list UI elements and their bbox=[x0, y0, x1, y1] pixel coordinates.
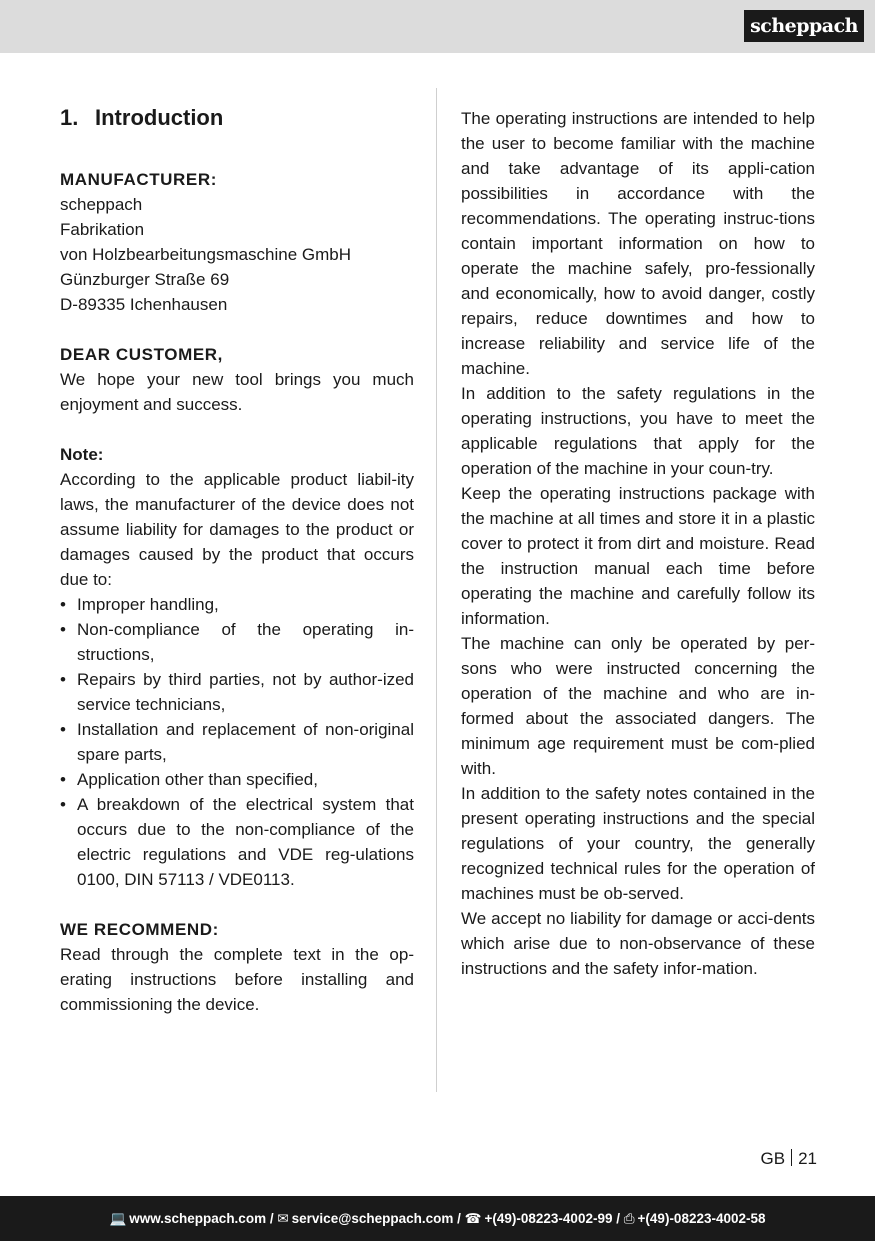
customer-label: DEAR CUSTOMER, bbox=[60, 345, 223, 364]
bullet-icon: • bbox=[60, 595, 66, 614]
footer-email[interactable]: service@scheppach.com bbox=[291, 1211, 454, 1226]
phone-icon: ☎ bbox=[464, 1211, 482, 1226]
page-number-value: 21 bbox=[798, 1149, 817, 1168]
computer-icon: 💻 bbox=[109, 1211, 127, 1226]
paragraph: Keep the operating instructions package with the machine at all times and store it in a plastic cover to protect it from dirt and moisture. Read the instruction manual each time before operating the machine and carefully follow its information. bbox=[461, 484, 815, 628]
bullet-icon: • bbox=[60, 670, 66, 689]
section-heading bbox=[60, 105, 414, 130]
customer-text: We hope your new tool brings you much enjoyment and success. bbox=[60, 370, 414, 414]
language-code: GB bbox=[760, 1149, 786, 1168]
email-icon: ✉ bbox=[277, 1211, 289, 1226]
manufacturer-line: D-89335 Ichenhausen bbox=[60, 295, 228, 314]
manufacturer-line: von Holzbearbeitungsmaschine GmbH bbox=[60, 245, 352, 264]
header-bar bbox=[0, 0, 875, 53]
bullet-icon: • bbox=[60, 620, 66, 639]
page-number bbox=[761, 1148, 817, 1170]
section-number: 1. bbox=[60, 105, 79, 130]
liability-exclusions-list bbox=[60, 592, 414, 892]
bullet-icon: • bbox=[60, 720, 66, 739]
note-label: Note: bbox=[60, 445, 104, 464]
section-title: Introduction bbox=[95, 105, 224, 130]
footer-phone: +(49)-08223-4002-99 bbox=[484, 1211, 613, 1226]
paragraph: The operating instructions are intended to help the user to become familiar with the machine and take advantage of its appli-cation possibilities in accordance with the recommendations. The operating instruc-tions contain important information on how to operate the machine safely, pro-fessionally and economically, how to avoid danger, costly repairs, reduce downtimes and how to increase reliability and service life of the machine. bbox=[461, 109, 815, 378]
footer-website[interactable]: www.scheppach.com bbox=[129, 1211, 267, 1226]
list-item: • Improper handling, bbox=[60, 592, 414, 617]
recommend-text: Read through the complete text in the op-erating instructions before installing and commissioning the device. bbox=[60, 945, 414, 1014]
manufacturer-label: MANUFACTURER: bbox=[60, 170, 218, 189]
manufacturer-line: Fabrikation bbox=[60, 220, 145, 239]
list-item: • Non-compliance of the operating in-structions, bbox=[60, 617, 414, 667]
paragraph: In addition to the safety regulations in the operating instructions, you have to meet the applicable regulations that apply for the operation of the machine in your coun-try. bbox=[461, 384, 815, 478]
scheppach-logo: scheppach bbox=[744, 10, 864, 42]
list-item: • Application other than specified, bbox=[60, 767, 414, 792]
left-column bbox=[60, 105, 414, 1017]
footer-bar: 💻 www.scheppach.com / ✉ service@scheppach.com / ☎ +(49)-08223-4002-99 / ⎙ +(49)-08223-4002-58 bbox=[0, 1196, 875, 1241]
paragraph: We accept no liability for damage or acci-dents which arise due to non-observance of these instructions and the safety infor-mation. bbox=[461, 909, 815, 978]
paragraph: The machine can only be operated by per-sons who were instructed concerning the operation of the machine and who are in-formed about the associated dangers. The minimum age requirement must be com-plied with. bbox=[461, 634, 815, 778]
note-text: According to the applicable product liabil-ity laws, the manufacturer of the device does not assume liability for damages to the product or damages caused by the product that occurs due to: bbox=[60, 470, 414, 589]
manufacturer-line: scheppach bbox=[60, 195, 143, 214]
footer-fax: +(49)-08223-4002-58 bbox=[637, 1211, 766, 1226]
bullet-icon: • bbox=[60, 795, 66, 814]
list-item: • A breakdown of the electrical system that occurs due to the non-compliance of the electric regulations and VDE reg-ulations 0100, DIN 57113 / VDE0113. bbox=[60, 792, 414, 892]
page-separator bbox=[791, 1149, 792, 1166]
bullet-icon: • bbox=[60, 770, 66, 789]
list-item: • Repairs by third parties, not by author-ized service technicians, bbox=[60, 667, 414, 717]
fax-icon: ⎙ bbox=[623, 1211, 635, 1226]
manufacturer-line: Günzburger Straße 69 bbox=[60, 270, 230, 289]
right-column bbox=[461, 106, 815, 981]
column-divider bbox=[436, 88, 437, 1092]
paragraph: In addition to the safety notes contained in the present operating instructions and the special regulations of your country, the generally recognized technical rules for the operation of machines must be ob-served. bbox=[461, 784, 815, 903]
list-item: • Installation and replacement of non-original spare parts, bbox=[60, 717, 414, 767]
recommend-label: WE RECOMMEND: bbox=[60, 920, 219, 939]
